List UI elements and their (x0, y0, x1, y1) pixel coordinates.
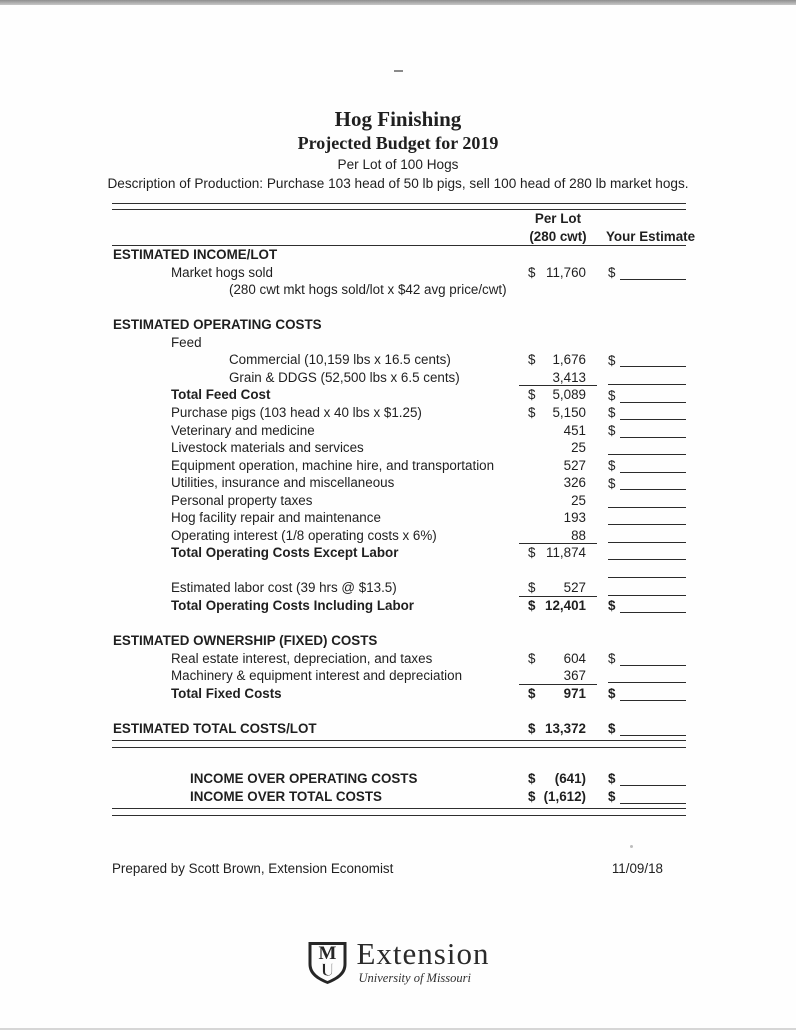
table-row (112, 369, 686, 387)
your-estimate-cell (606, 597, 686, 615)
per-lot-value (541, 702, 597, 720)
estimate-dollar-sign: $ (608, 405, 616, 421)
per-lot-cell (519, 752, 597, 770)
your-estimate-cell (606, 316, 686, 334)
double-rule (112, 808, 686, 816)
per-lot-value: 527 (563, 580, 586, 596)
estimate-blank (620, 460, 686, 473)
dollar-sign: $ (528, 264, 536, 280)
table-row (112, 334, 686, 352)
per-lot-value (541, 615, 597, 633)
dollar-sign: $ (528, 685, 536, 701)
row-label: Personal property taxes (171, 492, 313, 508)
estimate-dollar-sign: $ (608, 598, 616, 614)
row-label: Hog facility repair and maintenance (171, 510, 381, 526)
page-subtitle: Projected Budget for 2019 (297, 133, 499, 153)
per-lot-value: 5,150 (552, 405, 586, 421)
per-lot-cell (519, 720, 597, 738)
your-estimate-cell (606, 544, 686, 562)
estimate-blank (608, 530, 686, 543)
dollar-sign: $ (528, 545, 536, 561)
your-estimate-cell (606, 369, 686, 387)
column-header-per-lot: Per Lot (534, 211, 582, 226)
per-lot-cell (519, 351, 597, 369)
scan-artifact-dash (394, 70, 403, 72)
per-lot-value: 527 (563, 457, 586, 473)
table-top-double-rule (112, 203, 686, 210)
row-label: Machinery & equipment interest and depreciation (171, 668, 463, 684)
your-estimate-cell (606, 264, 686, 282)
row-label: Total Operating Costs Except Labor (171, 545, 399, 561)
per-lot-cell (519, 457, 597, 475)
double-rule (112, 740, 686, 748)
your-estimate-cell (606, 439, 686, 457)
per-lot-cell (519, 264, 597, 282)
table-row (112, 492, 686, 510)
dollar-sign: $ (528, 650, 536, 666)
per-lot-cell (519, 579, 597, 597)
scan-edge-top (0, 0, 796, 5)
per-lot-value: 1,676 (552, 352, 586, 368)
per-lot-cell (519, 544, 597, 562)
date: 11/09/18 (611, 861, 663, 876)
per-lot-value (541, 334, 597, 352)
your-estimate-cell (606, 474, 686, 492)
row-label: Total Feed Cost (171, 387, 271, 403)
header-spacer (112, 228, 519, 246)
per-lot-cell (519, 299, 597, 317)
row-label: Real estate interest, depreciation, and taxes (171, 650, 433, 666)
table-row (112, 457, 686, 475)
estimate-blank (620, 477, 686, 490)
your-estimate-cell (606, 685, 686, 703)
table-row (112, 264, 686, 282)
row-label: Commercial (10,159 lbs x 16.5 cents) (229, 352, 451, 368)
per-lot-value: 326 (563, 475, 586, 491)
estimate-dollar-sign: $ (608, 651, 616, 667)
table-row (112, 667, 686, 685)
estimate-blank (620, 600, 686, 613)
estimate-blank (620, 425, 686, 438)
estimate-blank (620, 267, 686, 280)
per-lot-value (541, 562, 597, 580)
per-lot-value (541, 752, 597, 770)
estimate-blank (608, 547, 686, 560)
per-lot-value: 11,760 (546, 264, 586, 280)
per-lot-cell (519, 369, 597, 387)
per-lot-value: 25 (571, 440, 586, 456)
your-estimate-cell (606, 702, 686, 720)
dollar-sign: $ (528, 598, 536, 614)
row-label: ESTIMATED OWNERSHIP (FIXED) COSTS (113, 633, 378, 649)
per-lot-value: 451 (563, 422, 586, 438)
footer (112, 861, 686, 876)
dollar-sign: $ (528, 405, 536, 421)
estimate-dollar-sign: $ (608, 264, 616, 280)
estimate-dollar-sign: $ (608, 422, 616, 438)
table-row (112, 544, 686, 562)
row-label: ESTIMATED TOTAL COSTS/LOT (113, 720, 317, 736)
per-lot-cell (519, 281, 597, 299)
per-lot-value: 604 (563, 650, 586, 666)
estimate-blank (620, 773, 686, 786)
estimate-blank (620, 390, 686, 403)
prepared-by-note: Prepared by Scott Brown, Extension Economist (112, 861, 394, 876)
per-lot-value: 971 (563, 685, 586, 701)
per-lot-cell (519, 246, 597, 264)
estimate-dollar-sign: $ (608, 387, 616, 403)
section-row (112, 720, 686, 738)
per-lot-cell (519, 632, 597, 650)
scan-artifact-dot (630, 845, 633, 848)
your-estimate-cell (606, 334, 686, 352)
per-lot-cell (519, 439, 597, 457)
per-lot-value (541, 632, 597, 650)
your-estimate-cell (606, 246, 686, 264)
per-lot-cell (519, 509, 597, 527)
table-row (112, 422, 686, 440)
per-lot-cell (519, 492, 597, 510)
table-row (112, 788, 686, 806)
spacer-row (112, 299, 686, 317)
row-label: Operating interest (1/8 operating costs x 6%) (171, 527, 437, 543)
your-estimate-cell (606, 404, 686, 422)
per-lot-value (541, 246, 597, 264)
per-lot-value (541, 299, 597, 317)
extension-wordmark: Extension (356, 936, 490, 971)
dollar-sign: $ (528, 720, 536, 736)
estimate-blank (620, 688, 686, 701)
your-estimate-cell (606, 720, 686, 738)
spacer-row (112, 702, 686, 720)
per-lot-cell (519, 770, 597, 788)
section-row (112, 316, 686, 334)
table-row (112, 386, 686, 404)
per-lot-cell (519, 597, 597, 615)
estimate-dollar-sign: $ (608, 771, 616, 787)
estimate-blank (608, 512, 686, 525)
your-estimate-cell (606, 351, 686, 369)
per-lot-cell (519, 334, 597, 352)
page-title: Hog Finishing (334, 107, 462, 131)
per-lot-cell (519, 316, 597, 334)
dollar-sign: $ (528, 352, 536, 368)
estimate-dollar-sign: $ (608, 788, 616, 804)
estimate-dollar-sign: $ (608, 686, 616, 702)
svg-text:M: M (318, 943, 337, 964)
per-lot-cell (519, 474, 597, 492)
row-label: Equipment operation, machine hire, and transportation (171, 457, 495, 473)
section-row (112, 246, 686, 264)
table-row (112, 597, 686, 615)
dollar-sign: $ (528, 580, 536, 596)
your-estimate-cell (606, 579, 686, 597)
row-label: ESTIMATED OPERATING COSTS (113, 317, 322, 333)
spacer-row (112, 562, 686, 580)
row-label: Total Operating Costs Including Labor (171, 598, 415, 614)
row-label: ESTIMATED INCOME/LOT (113, 247, 278, 263)
estimate-blank (608, 495, 686, 508)
per-lot-cell (519, 685, 597, 703)
your-estimate-cell (606, 457, 686, 475)
your-estimate-cell (606, 615, 686, 633)
per-lot-value: 5,089 (552, 387, 586, 403)
mu-shield-icon (307, 940, 349, 986)
your-estimate-cell (606, 770, 686, 788)
estimate-dollar-sign: $ (608, 352, 616, 368)
estimate-blank (608, 583, 686, 596)
estimate-dollar-sign: $ (608, 475, 616, 491)
your-estimate-cell (606, 527, 686, 545)
column-header-per-lot-unit: (280 cwt) (529, 228, 587, 244)
row-label: Estimated labor cost (39 hrs @ $13.5) (171, 580, 397, 596)
row-label: Feed (171, 334, 202, 350)
your-estimate-cell (606, 562, 686, 580)
your-estimate-cell (606, 650, 686, 668)
table-header (112, 210, 696, 245)
your-estimate-cell (606, 788, 686, 806)
estimate-blank (620, 791, 686, 804)
header-spacer (112, 210, 519, 228)
per-lot-cell (519, 422, 597, 440)
table-row (112, 527, 686, 545)
dollar-sign: $ (528, 770, 536, 786)
estimate-blank (608, 670, 686, 683)
dollar-sign: $ (528, 387, 536, 403)
row-label: Purchase pigs (103 head x 40 lbs x $1.25) (171, 405, 422, 421)
estimate-blank (608, 372, 686, 385)
your-estimate-cell (606, 492, 686, 510)
section-row (112, 632, 686, 650)
estimate-blank (620, 354, 686, 367)
production-description: Description of Production: Purchase 103 head of 50 lb pigs, sell 100 head of 280 lb market hogs. (107, 176, 689, 191)
estimate-blank (620, 723, 686, 736)
estimate-blank (620, 407, 686, 420)
title-block (0, 106, 796, 193)
estimate-blank (608, 565, 686, 578)
table-row (112, 404, 686, 422)
your-estimate-cell (606, 299, 686, 317)
table-row (112, 474, 686, 492)
table-row (112, 770, 686, 788)
your-estimate-cell (606, 509, 686, 527)
per-lot-cell (519, 562, 597, 580)
your-estimate-cell (606, 667, 686, 685)
table-row (112, 281, 686, 299)
column-header-your-estimate: Your Estimate (606, 228, 696, 244)
row-label: Total Fixed Costs (171, 685, 282, 701)
per-lot-cell (519, 667, 597, 685)
row-label: Utilities, insurance and miscellaneous (171, 475, 395, 491)
budget-table (112, 203, 696, 820)
per-lot-value (541, 281, 597, 299)
estimate-dollar-sign: $ (608, 458, 616, 473)
per-lot-value: (641) (554, 770, 586, 786)
table-row (112, 579, 686, 597)
per-lot-value: 12,401 (545, 598, 586, 614)
table-row (112, 509, 686, 527)
row-label: INCOME OVER TOTAL COSTS (190, 788, 382, 804)
row-label: Grain & DDGS (52,500 lbs x 6.5 cents) (229, 369, 460, 385)
table-row (112, 351, 686, 369)
per-lot-cell (519, 386, 597, 404)
estimate-blank (620, 653, 686, 666)
per-lot-cell (519, 615, 597, 633)
per-lot-cell (519, 404, 597, 422)
per-lot-value: 11,874 (546, 545, 586, 561)
per-lot-value: 25 (571, 492, 586, 508)
your-estimate-cell (606, 386, 686, 404)
spacer-row (112, 615, 686, 633)
per-lot-cell (519, 527, 597, 545)
per-lot-value: (1,612) (543, 788, 586, 804)
university-subtitle: University of Missouri (358, 971, 471, 985)
per-lot-cell (519, 650, 597, 668)
your-estimate-cell (606, 281, 686, 299)
svg-text:U: U (320, 960, 335, 981)
table-row (112, 650, 686, 668)
per-lot-value: 193 (563, 510, 586, 526)
spacer-row (112, 752, 686, 770)
per-lot-cell (519, 788, 597, 806)
table-row (112, 685, 686, 703)
per-lot-cell (519, 702, 597, 720)
your-estimate-cell (606, 422, 686, 440)
table-body (112, 246, 686, 816)
per-lot-value: 88 (571, 527, 586, 543)
dollar-sign: $ (528, 788, 536, 804)
your-estimate-cell (606, 632, 686, 650)
your-estimate-cell (606, 752, 686, 770)
per-lot-value (541, 316, 597, 334)
university-extension-logo (307, 938, 490, 986)
row-label: Livestock materials and services (171, 440, 364, 456)
row-label: (280 cwt mkt hogs sold/lot x $42 avg price/cwt) (229, 282, 507, 298)
row-label: Market hogs sold (171, 264, 273, 280)
table-row (112, 439, 686, 457)
estimate-dollar-sign: $ (608, 721, 616, 737)
per-lot-value: 3,413 (552, 369, 586, 385)
row-label: INCOME OVER OPERATING COSTS (190, 770, 418, 786)
row-label: Veterinary and medicine (171, 422, 315, 438)
lot-size-line: Per Lot of 100 Hogs (337, 157, 459, 172)
per-lot-value: 13,372 (545, 720, 586, 736)
estimate-blank (608, 442, 686, 455)
per-lot-value: 367 (563, 668, 586, 684)
